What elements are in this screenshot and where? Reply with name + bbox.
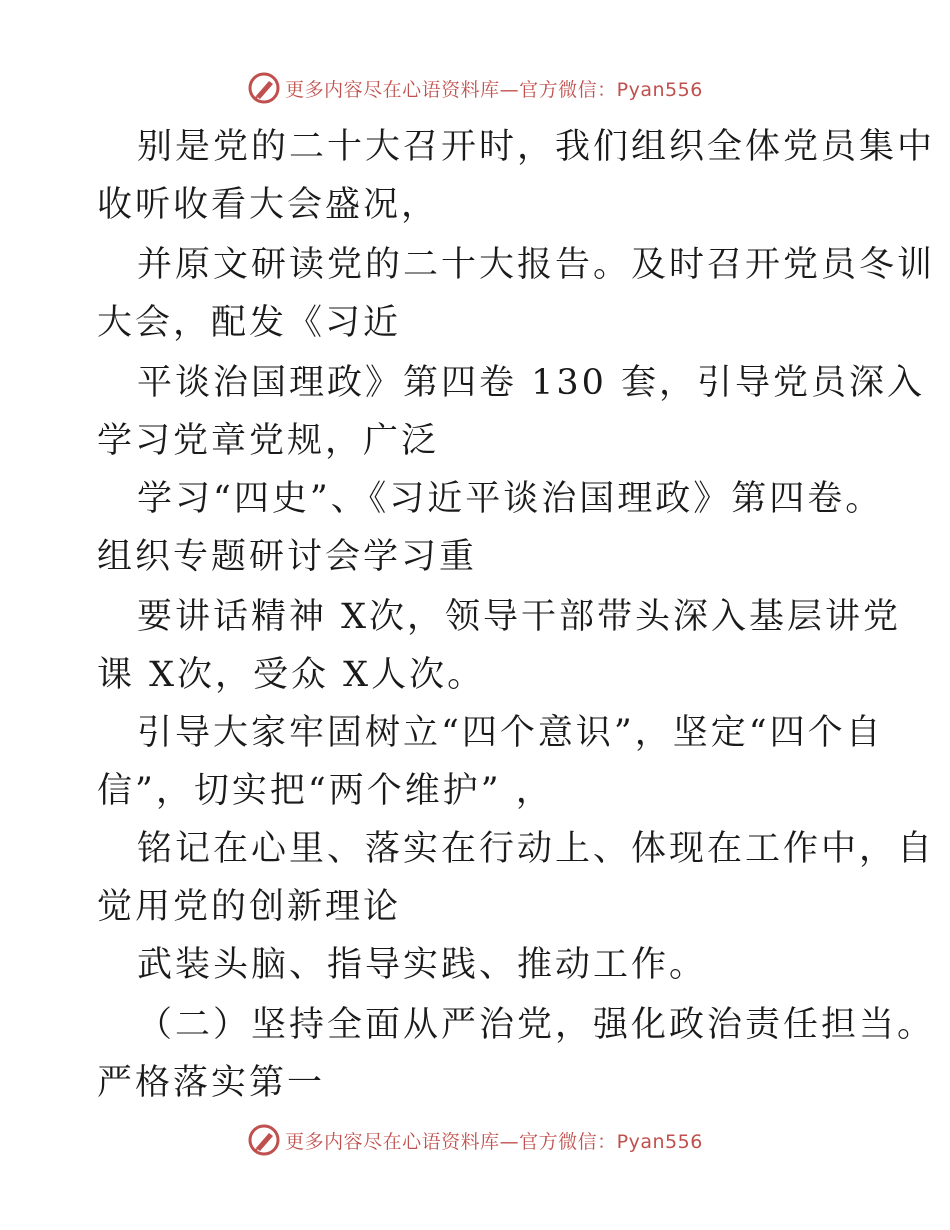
body-line-4: 大会，配发《习近 <box>97 303 402 343</box>
body-line-9: 要讲话精神 X次，领导干部带头深入基层讲党 <box>137 597 902 637</box>
body-line-1: 别是党的二十大召开时，我们组织全体党员集中 <box>137 127 936 167</box>
body-line-3: 并原文研读党的二十大报告。及时召开党员冬训 <box>137 245 936 285</box>
body-line-8: 组织专题研讨会学习重 <box>97 537 478 577</box>
body-line-7: 学习“四史”、《习近平谈治国理政》第四卷。 <box>137 479 884 519</box>
body-line-12: 信”，切实把“两个维护” ， <box>97 771 554 811</box>
footer-banner <box>0 1120 950 1160</box>
body-line-2: 收听收看大会盛况， <box>97 185 440 225</box>
body-line-14: 觉用党的创新理论 <box>97 887 402 927</box>
body-line-15: 武装头脑、指导实践、推动工作。 <box>137 945 708 985</box>
body-line-5: 平谈治国理政》第四卷 130 套，引导党员深入 <box>137 363 926 403</box>
body-line-10: 课 X次，受众 X人次。 <box>97 655 486 695</box>
body-line-16: （二）坚持全面从严治党，强化政治责任担当。 <box>137 1005 936 1045</box>
footer-banner-text: 更多内容尽在心语资料库—官方微信：Pyan556 <box>285 1130 703 1153</box>
header-banner-text: 更多内容尽在心语资料库—官方微信：Pyan556 <box>285 78 703 101</box>
body-line-11: 引导大家牢固树立“四个意识”，坚定“四个自 <box>137 713 884 753</box>
pen-logo-icon <box>247 71 281 105</box>
header-banner <box>0 68 950 108</box>
pen-logo-icon <box>247 1123 281 1157</box>
body-line-17: 严格落实第一 <box>97 1063 326 1103</box>
body-line-6: 学习党章党规，广泛 <box>97 421 440 461</box>
body-line-13: 铭记在心里、落实在行动上、体现在工作中，自 <box>137 829 936 869</box>
